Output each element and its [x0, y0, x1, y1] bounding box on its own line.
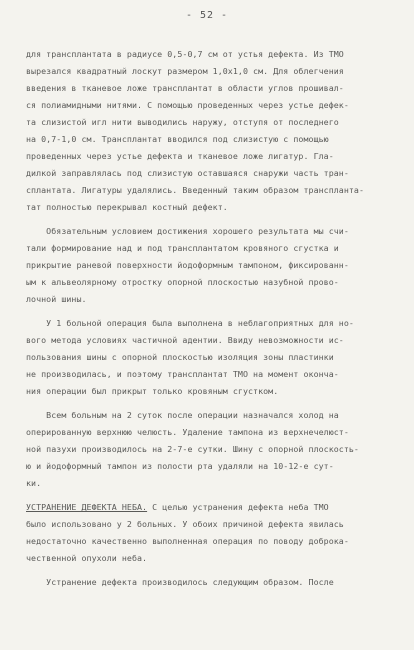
text-line: для трансплантата в радиусе 0,5-0,7 см от устья дефекта. Из ТМО: [26, 49, 344, 59]
text-line: ся полиамидными нитями. С помощью проведенных через устье дефек-: [26, 100, 349, 110]
text-line: та слизистой игл нити выводились наружу, отступя от последнего: [26, 117, 339, 127]
text-line: ым к альвеолярному отростку опорной плоскостью назубной прово-: [26, 277, 339, 287]
section-heading: УСТРАНЕНИЕ ДЕФЕКТА НЕБА.: [26, 502, 148, 512]
text-line: недостаточно качественно выполненная операция по поводу доброка-: [26, 536, 349, 546]
text-line: УСТРАНЕНИЕ ДЕФЕКТА НЕБА. С целью устранения дефекта неба ТМО: [26, 502, 329, 512]
paragraph-gap: [26, 567, 398, 574]
paragraph: [26, 407, 398, 492]
text-line: не производилась, и поэтому трансплантат ТМО на момент оконча-: [26, 369, 339, 379]
text-line: пользования шины с опорной плоскостью изоляция зоны пластинки: [26, 352, 334, 362]
paragraph: [26, 574, 398, 591]
text-line: прикрытие раневой поверхности йодоформным тампоном, фиксированн-: [26, 260, 349, 270]
text-line: Устранение дефекта производилось следующим образом. После: [26, 577, 334, 587]
page-number: - 52 -: [185, 10, 229, 21]
paragraph-gap: [26, 216, 398, 223]
text-line: было использовано у 2 больных. У обоих причиной дефекта явилась: [26, 519, 344, 529]
text-line: проведенных через устье дефекта и тканевое ложе лигатур. Гла-: [26, 151, 334, 161]
text-line: ки.: [26, 478, 42, 488]
text-line: лочной шины.: [26, 294, 87, 304]
text-line: ния операции был прикрыт только кровяным сгустком.: [26, 386, 279, 396]
text-line: чественной опухоли неба.: [26, 553, 148, 563]
text-line: дилкой заправлялась под слизистую оставшаяся снаружи часть тран-: [26, 168, 349, 178]
text-line: ю и йодоформный тампон из полости рта удаляли на 10-12-е сут-: [26, 461, 334, 471]
paragraph-gap: [26, 400, 398, 407]
text-line: ной пазухи производилось на 2-7-е сутки. Шину с опорной плоскость-: [26, 444, 359, 454]
paragraph: [26, 46, 398, 216]
paragraph: [26, 315, 398, 400]
text-line: У 1 больной операция была выполнена в неблагоприятных для но-: [26, 318, 354, 328]
text-line: введения в тканевое ложе трансплантат в области углов прошивал-: [26, 83, 344, 93]
text-line: на 0,7-1,0 см. Трансплантат вводился под слизистую с помощью: [26, 134, 329, 144]
text-line: Всем больным на 2 суток после операции назначался холод на: [26, 410, 339, 420]
text-line: оперированную верхнюю челюсть. Удаление тампона из верхнечелюст-: [26, 427, 349, 437]
text-line: вырезался квадратный лоскут размером 1,0х1,0 см. Для облегчения: [26, 66, 344, 76]
text-line: сплантата. Лигатуры удалялись. Введенный таким образом транспланта-: [26, 185, 365, 195]
paragraph: [26, 499, 398, 567]
text-line: тат полностью перекрывал костный дефект.: [26, 202, 228, 212]
paragraph-gap: [26, 308, 398, 315]
paragraph-gap: [26, 492, 398, 499]
text-line: тали формирование над и под трансплантатом кровяного сгустка и: [26, 243, 339, 253]
paragraph: [26, 223, 398, 308]
text-line: вого метода условиях частичной адентии. Ввиду невозможности ис-: [26, 335, 344, 345]
body-text: [26, 46, 398, 591]
text-line: Обязательным условием достижения хорошего результата мы счи-: [26, 226, 349, 236]
